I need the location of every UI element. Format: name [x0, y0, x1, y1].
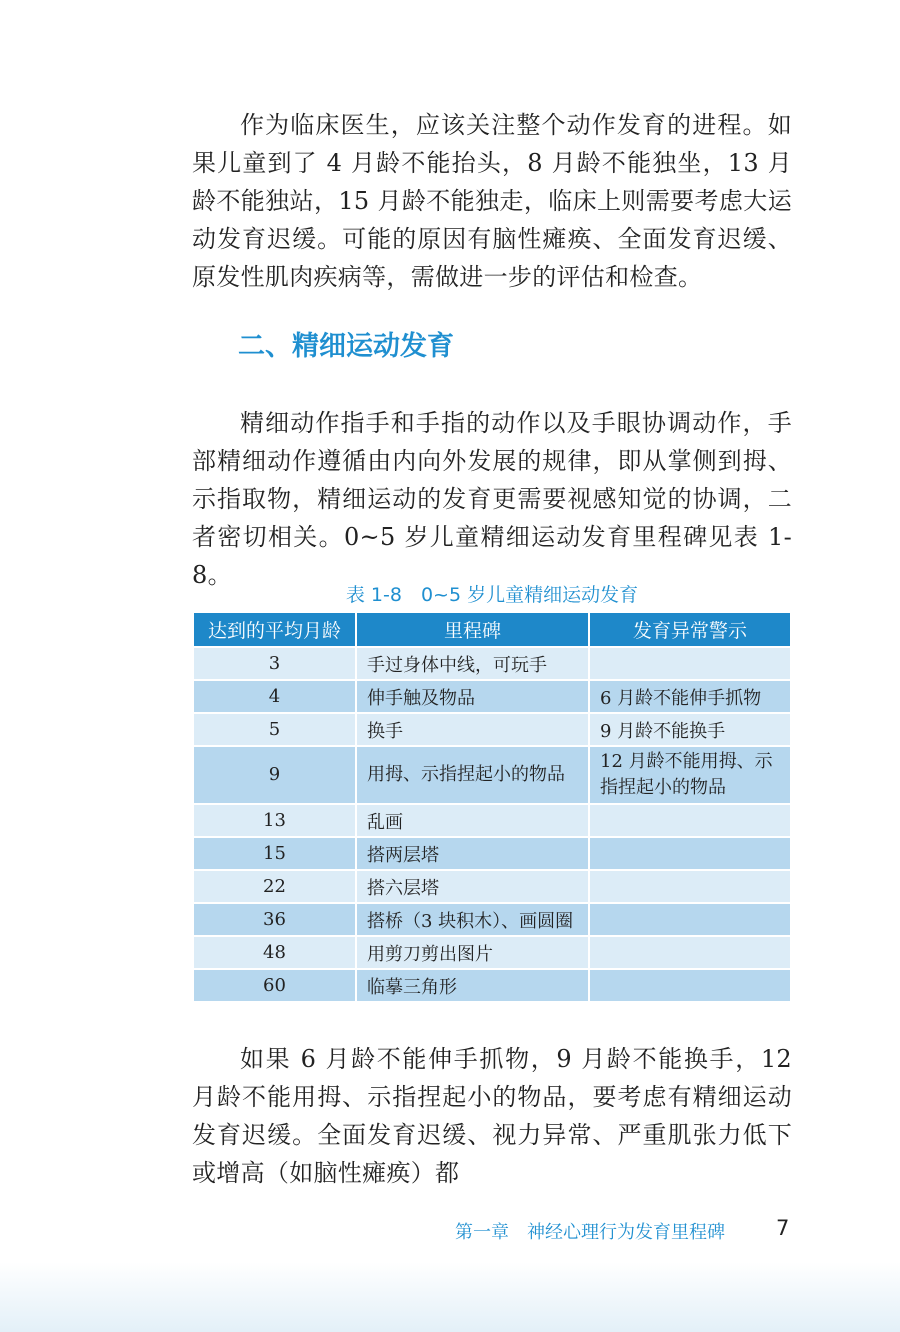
- milestone-table: [192, 611, 792, 1003]
- paragraph-motor-delay: 作为临床医生，应该关注整个动作发育的进程。如果儿童到了 4 月龄不能抬头，8 月龄不能独坐，13 月龄不能独站，15 月龄不能独走，临床上则需要考虑大运动发育迟缓。可能的原因有脑性瘫痪、全面发育迟缓、原发性肌肉疾病等，需做进一步的评估和检查。: [192, 111, 792, 291]
- section-heading: 二、精细运动发育: [238, 331, 454, 362]
- cell-warning: [589, 870, 791, 903]
- bottom-gradient-band: [0, 1262, 900, 1332]
- cell-milestone: 伸手触及物品: [356, 680, 589, 713]
- cell-warning: 12 月龄不能用拇、示指捏起小的物品: [589, 746, 791, 804]
- table-row: [193, 903, 791, 936]
- cell-warning: [589, 804, 791, 837]
- cell-warning: [589, 936, 791, 969]
- cell-milestone: 搭六层塔: [356, 870, 589, 903]
- header-warning: 发育异常警示: [589, 612, 791, 647]
- page-number: 7: [776, 1216, 790, 1240]
- cell-age: 4: [193, 680, 356, 713]
- table-caption: 表 1-8 0~5 岁儿童精细运动发育: [345, 584, 639, 606]
- cell-milestone: 换手: [356, 713, 589, 746]
- paragraph-fine-motor-delay: 如果 6 月龄不能伸手抓物，9 月龄不能换手，12 月龄不能用拇、示指捏起小的物品，要考虑有精细运动发育迟缓。全面发育迟缓、视力异常、严重肌张力低下或增高（如脑性瘫痪）都: [192, 1045, 792, 1187]
- table-row: [193, 804, 791, 837]
- cell-age: 9: [193, 746, 356, 804]
- cell-age: 15: [193, 837, 356, 870]
- table-row: [193, 837, 791, 870]
- table-row: [193, 647, 791, 680]
- header-milestone: 里程碑: [356, 612, 589, 647]
- cell-warning: [589, 903, 791, 936]
- table-row: [193, 680, 791, 713]
- cell-milestone: 用剪刀剪出图片: [356, 936, 589, 969]
- cell-warning: 9 月龄不能换手: [589, 713, 791, 746]
- cell-milestone: 搭两层塔: [356, 837, 589, 870]
- table-row: [193, 936, 791, 969]
- cell-milestone: 乱画: [356, 804, 589, 837]
- footer-chapter-title: 第一章 神经心理行为发育里程碑: [455, 1222, 725, 1243]
- header-age: 达到的平均月龄: [193, 612, 356, 647]
- cell-milestone: 手过身体中线，可玩手: [356, 647, 589, 680]
- table-row: [193, 713, 791, 746]
- cell-warning: [589, 969, 791, 1002]
- cell-milestone: 搭桥（3 块积木）、画圆圈: [356, 903, 589, 936]
- cell-age: 48: [193, 936, 356, 969]
- cell-milestone: 临摹三角形: [356, 969, 589, 1002]
- table-header-row: [193, 612, 791, 647]
- cell-age: 13: [193, 804, 356, 837]
- cell-warning: [589, 647, 791, 680]
- cell-age: 5: [193, 713, 356, 746]
- cell-age: 60: [193, 969, 356, 1002]
- cell-age: 22: [193, 870, 356, 903]
- table-row: [193, 969, 791, 1002]
- cell-warning: [589, 837, 791, 870]
- cell-age: 36: [193, 903, 356, 936]
- cell-milestone: 用拇、示指捏起小的物品: [356, 746, 589, 804]
- table-row: [193, 870, 791, 903]
- table-row: [193, 746, 791, 804]
- cell-warning: 6 月龄不能伸手抓物: [589, 680, 791, 713]
- cell-age: 3: [193, 647, 356, 680]
- paragraph-fine-motor-intro: 精细动作指手和手指的动作以及手眼协调动作，手部精细动作遵循由内向外发展的规律，即从掌侧到拇、示指取物，精细运动的发育更需要视感知觉的协调，二者密切相关。0~5 岁儿童精细运动发育里程碑见表 1-8。: [192, 409, 792, 589]
